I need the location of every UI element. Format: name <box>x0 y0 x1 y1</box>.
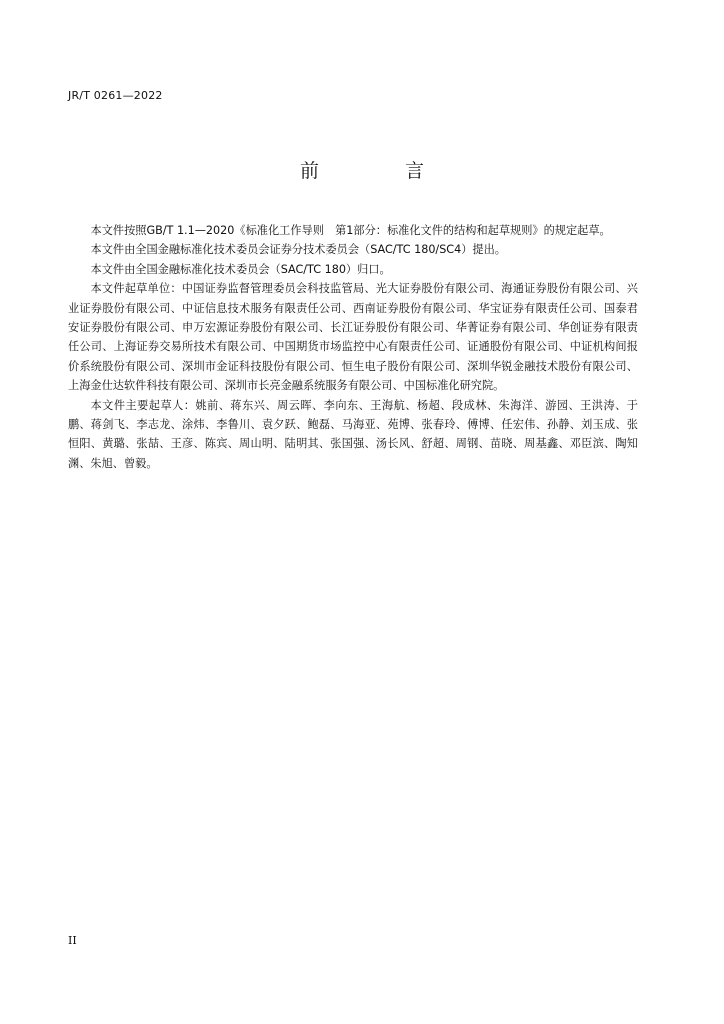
paragraph-drafters: 本文件主要起草人：姚前、蒋东兴、周云晖、李向东、王海航、杨超、段成林、朱海洋、游园、王洪涛、于鹏、蒋剑飞、李志龙、涂炜、李鲁川、袁夕跃、鲍磊、马海亚、苑博、张春玲、傅博、任宏伟、孙静、刘玉成、张恒阳、黄璐、张喆、王彦、陈宾、周山明、陆明其、张国强、汤长风、舒超、周钢、苗晓、周基鑫、邓臣滨、陶知渊、朱旭、曾毅。 <box>68 398 638 470</box>
standard-code-header: JR/T 0261—2022 <box>68 89 163 102</box>
paragraph-drafting-organizations: 本文件起草单位：中国证券监督管理委员会科技监管局、光大证券股份有限公司、海通证券股份有限公司、兴业证券股份有限公司、中证信息技术服务有限责任公司、西南证券股份有限公司、华宝证券有限责任公司、国泰君安证券股份有限公司、申万宏源证券股份有限公司、长江证券股份有限公司、华菁证券有限公司、华创证券有限责任公司、上海证券交易所技术有限公司、中国期货市场监控中心有限责任公司、证通股份有限公司、中证机构间报价系统股份有限公司、深圳市金证科技股份有限公司、恒生电子股份有限公司、深圳华锐金融技术股份有限公司、上海金仕达软件科技有限公司、深圳市长亮金融系统服务有限公司、中国标准化研究院。 <box>68 282 638 393</box>
paragraph-proposed-by: 本文件由全国金融标准化技术委员会证券分技术委员会（SAC/TC 180/SC4）提出。 <box>90 243 506 257</box>
page-number: II <box>68 934 77 947</box>
foreword-body <box>68 221 638 473</box>
page-title: 前 言 <box>299 160 465 182</box>
paragraph-under-jurisdiction: 本文件由全国金融标准化技术委员会（SAC/TC 180）归口。 <box>90 262 391 276</box>
paragraph-drafting-rules: 本文件按照GB/T 1.1—2020《标准化工作导则 第1部分：标准化文件的结构和起草规则》的规定起草。 <box>90 224 611 237</box>
